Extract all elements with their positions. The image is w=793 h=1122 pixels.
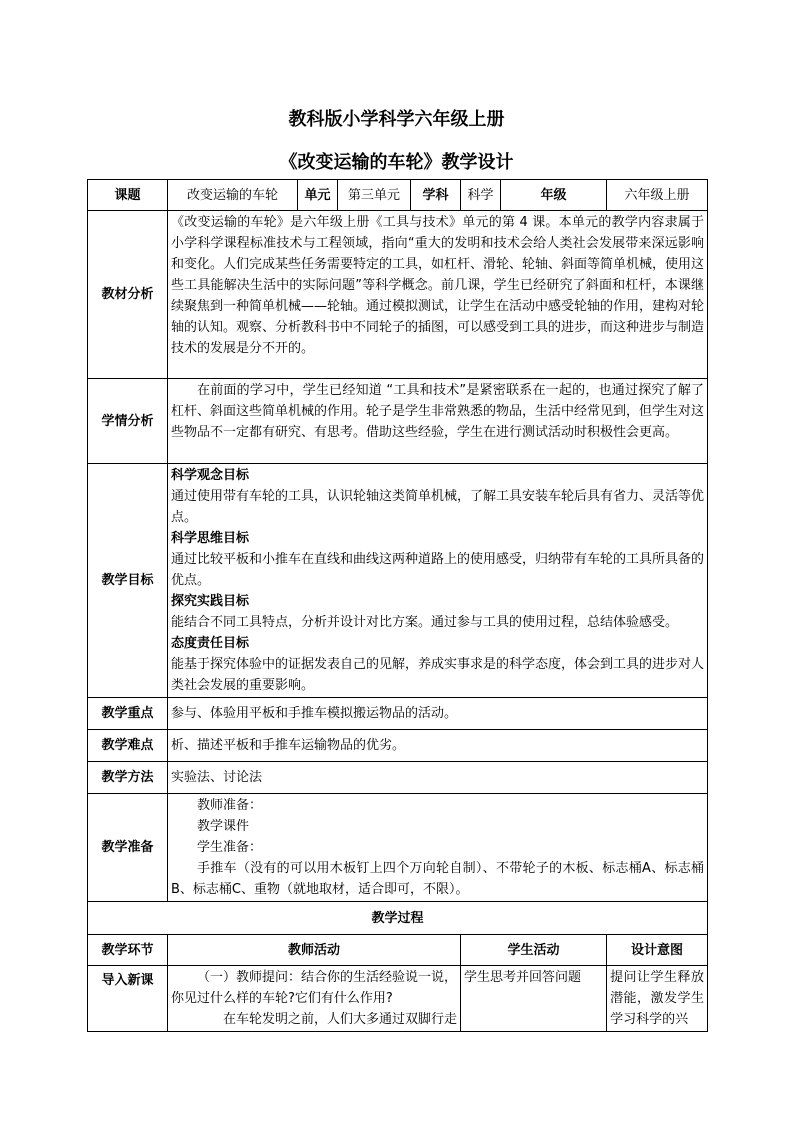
student-activity-cell: 学生思考并回答问题 xyxy=(461,966,607,1032)
topic-value: 改变运输的车轮 xyxy=(168,180,298,211)
student-analysis-text xyxy=(168,379,708,464)
preparation-line: 教学课件 xyxy=(197,819,250,834)
unit-value: 第三单元 xyxy=(338,180,411,211)
objective-text: 通过比较平板和小推车在直线和曲线这两种道路上的使用感受，归纳带有车轮的工具所具备的优点。 xyxy=(171,552,705,588)
preparation-content xyxy=(168,794,708,902)
objective-heading: 科学思维目标 xyxy=(171,531,250,546)
process-header-row xyxy=(88,935,708,966)
material-analysis-paragraph: 《改变运输的车轮》是六年级上册《工具与技术》单元的第 4 课。本单元的教学内容隶属于小学科学课程标准技术与工程领域，指向“重大的发明和技术会给人类社会发展带来深远影响和变化。人们完成某些任务需要特定的工具，如杠杆、滑轮、轮轴、斜面等简单机械，使用这些工具能解决生活中的实际问题”等科学概念。前几课，学生已经研究了斜面和杠杆，本课继续聚焦到一种简单机械——轮轴。通过模拟测试，让学生在活动中感受轮轴的作用，建构对轮轴的认知。观察、分析教科书中不同轮子的插图，可以感受到工具的进步，而这种进步与制造技术的发展是分不开的。 xyxy=(171,215,705,356)
teacher-header: 教师活动 xyxy=(168,935,461,966)
process-row xyxy=(88,966,708,1032)
process-title-row xyxy=(88,902,708,935)
stage-cell: 导入新课 xyxy=(88,966,168,1032)
material-analysis-label: 教材分析 xyxy=(88,211,168,379)
objectives-content xyxy=(168,464,708,698)
lesson-title: 《改变运输的车轮》教学设计 xyxy=(279,152,514,173)
intent-cell: 提问让学生释放潜能，激发学生学习科学的兴 xyxy=(607,966,708,1032)
grade-value: 六年级上册 xyxy=(607,180,708,211)
preparation-materials: 手推车（没有的可以用木板钉上四个万向轮自制）、不带轮子的木板、标志桶A、标志桶B、标志桶C、重物（就地取材，适合即可，不限）。 xyxy=(171,861,705,897)
objective-text: 能基于探究体验中的证据发表自己的见解，养成实事求是的科学态度，体会到工具的进步对人类社会发展的重要影响。 xyxy=(171,657,705,693)
unit-label: 单元 xyxy=(298,180,338,211)
intent-header: 设计意图 xyxy=(607,935,708,966)
subject-value: 科学 xyxy=(461,180,501,211)
objective-text: 通过使用带有车轮的工具，认识轮轴这类简单机械，了解工具安装车轮后具有省力、灵活等优点。 xyxy=(171,489,705,525)
student-analysis-row xyxy=(88,379,708,464)
objective-heading: 探究实践目标 xyxy=(171,594,250,609)
student-header: 学生活动 xyxy=(461,935,607,966)
preparation-row xyxy=(88,794,708,902)
objective-heading: 科学观念目标 xyxy=(171,468,250,483)
teacher-activity-cell xyxy=(168,966,461,1032)
grade-label: 年级 xyxy=(501,180,607,211)
method-row xyxy=(88,762,708,794)
topic-label: 课题 xyxy=(88,180,168,211)
lesson-plan-table xyxy=(87,179,708,1032)
student-analysis-label: 学情分析 xyxy=(88,379,168,464)
preparation-label: 教学准备 xyxy=(88,794,168,902)
method-text: 实验法、讨论法 xyxy=(168,762,708,794)
difficulty-text: 析、描述平板和手推车运输物品的优劣。 xyxy=(168,730,708,762)
key-point-text: 参与、体验用平板和手推车模拟搬运物品的活动。 xyxy=(168,698,708,730)
material-analysis-row xyxy=(88,211,708,379)
material-analysis-text xyxy=(168,211,708,379)
teacher-activity-line: 在车轮发明之前，人们大多通过双脚行走 xyxy=(223,1012,458,1027)
objective-heading: 态度责任目标 xyxy=(171,636,250,651)
key-point-row xyxy=(88,698,708,730)
objectives-label: 教学目标 xyxy=(88,464,168,698)
teacher-activity-line: （一）教师提问：结合你的生活经验说一说，你见过什么样的车轮?它们有什么作用? xyxy=(171,970,458,1006)
subject-label: 学科 xyxy=(411,180,461,211)
method-label: 教学方法 xyxy=(88,762,168,794)
student-analysis-paragraph: 在前面的学习中，学生已经知道 “工具和技术”是紧密联系在一起的，也通过探究了解了杠杆、斜面这些简单机械的作用。轮子是学生非常熟悉的物品，生活中经常见到，但学生对这些物品不一定都有研究、有思考。借助这些经验，学生在进行测试活动时积极性会更高。 xyxy=(171,383,705,440)
difficulty-label: 教学难点 xyxy=(88,730,168,762)
info-row xyxy=(88,180,708,211)
process-title: 教学过程 xyxy=(88,902,708,935)
preparation-line: 学生准备： xyxy=(197,840,263,855)
difficulty-row xyxy=(88,730,708,762)
stage-header: 教学环节 xyxy=(88,935,168,966)
objective-text: 能结合不同工具特点，分析并设计对比方案。通过参与工具的使用过程，总结体验感受。 xyxy=(171,615,679,630)
objectives-row xyxy=(88,464,708,698)
key-point-label: 教学重点 xyxy=(88,698,168,730)
document-title: 教科版小学科学六年级上册 xyxy=(288,109,505,130)
preparation-line: 教师准备： xyxy=(197,798,263,813)
